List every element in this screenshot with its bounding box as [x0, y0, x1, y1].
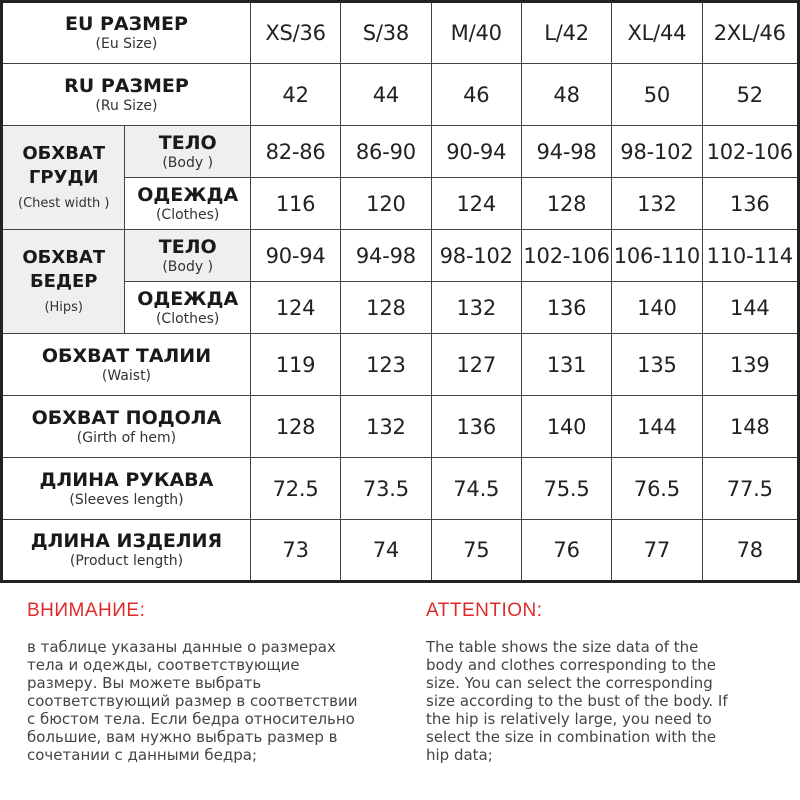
- hips-label-line2: БЕДЕР: [29, 270, 98, 292]
- eu-size-row: [2, 2, 799, 64]
- chest-body-sublabel: (Body ): [162, 154, 214, 171]
- note-english-body: [426, 638, 796, 764]
- ru-size-cell: 48: [521, 64, 611, 126]
- hips-clothes-cell: 128: [341, 282, 431, 334]
- hips-clothes-cell: 124: [250, 282, 340, 334]
- waist-cell: 123: [341, 334, 431, 396]
- size-header-cell: XS/36: [250, 2, 340, 64]
- ru-size-label-cell: [2, 64, 251, 126]
- note-english-title: ATTENTION:: [426, 600, 543, 621]
- chest-body-cell: 102-106: [702, 126, 798, 178]
- note-line: the hip is relatively large, you need to: [426, 710, 712, 728]
- note-line: size. You can select the corresponding: [426, 674, 713, 692]
- chest-clothes-label-cell: [125, 178, 250, 230]
- size-header-cell: S/38: [341, 2, 431, 64]
- ru-size-cell: 50: [612, 64, 702, 126]
- hips-clothes-cell: 144: [702, 282, 798, 334]
- chest-group-label-cell: [2, 126, 125, 230]
- note-russian: [27, 596, 407, 764]
- chest-label-line1: ОБХВАТ: [22, 142, 106, 164]
- chest-sublabel: (Chest width ): [18, 195, 110, 211]
- sleeve-sublabel: (Sleeves length): [69, 491, 184, 508]
- hips-body-label: ТЕЛО: [158, 235, 217, 258]
- sleeve-row: [2, 458, 799, 520]
- sleeve-cell: 74.5: [431, 458, 521, 520]
- length-row: [2, 520, 799, 582]
- chest-clothes-cell: 128: [521, 178, 611, 230]
- eu-size-sublabel: (Eu Size): [95, 36, 158, 52]
- waist-cell: 119: [250, 334, 340, 396]
- sleeve-label-cell: [2, 458, 251, 520]
- sleeve-cell: 77.5: [702, 458, 798, 520]
- eu-size-label: EU РАЗМЕР: [64, 13, 188, 35]
- size-header-cell: XL/44: [612, 2, 702, 64]
- chest-body-cell: 90-94: [431, 126, 521, 178]
- hips-clothes-cell: 140: [612, 282, 702, 334]
- hips-body-cell: 90-94: [250, 230, 340, 282]
- ru-size-cell: 52: [702, 64, 798, 126]
- ru-size-sublabel: (Ru Size): [95, 97, 158, 114]
- waist-cell: 127: [431, 334, 521, 396]
- eu-size-label-cell: [2, 2, 251, 64]
- hem-cell: 128: [250, 396, 340, 458]
- chest-body-cell: 82-86: [250, 126, 340, 178]
- ru-size-cell: 44: [341, 64, 431, 126]
- length-cell: 74: [341, 520, 431, 582]
- chest-clothes-cell: 116: [250, 178, 340, 230]
- length-label: ДЛИНА ИЗДЕЛИЯ: [30, 530, 223, 552]
- length-cell: 75: [431, 520, 521, 582]
- waist-sublabel: (Waist): [101, 367, 152, 384]
- length-sublabel: (Product length): [69, 553, 184, 569]
- length-cell: 76: [521, 520, 611, 582]
- ru-size-cell: 46: [431, 64, 521, 126]
- hips-body-cell: 102-106: [521, 230, 611, 282]
- note-line: с бюстом тела. Если бедра относительно: [27, 710, 355, 728]
- hips-label-line1: ОБХВАТ: [22, 246, 106, 268]
- note-russian-title: ВНИМАНИЕ:: [27, 600, 146, 621]
- hips-body-row: [2, 230, 799, 282]
- hips-body-label-cell: [125, 230, 250, 282]
- hips-body-cell: 94-98: [341, 230, 431, 282]
- ru-size-row: [2, 64, 799, 126]
- hem-cell: 132: [341, 396, 431, 458]
- hips-clothes-label: ОДЕЖДА: [137, 287, 239, 310]
- sleeve-label: ДЛИНА РУКАВА: [39, 468, 214, 491]
- hips-clothes-cell: 136: [521, 282, 611, 334]
- note-line: большие, вам нужно выбрать размер в: [27, 728, 338, 746]
- hips-clothes-cell: 132: [431, 282, 521, 334]
- note-line: в таблице указаны данные о размерах: [27, 638, 336, 656]
- size-header-cell: 2XL/46: [702, 2, 798, 64]
- note-line: select the size in combination with the: [426, 728, 717, 746]
- note-line: size according to the bust of the body. If: [426, 692, 728, 710]
- hips-clothes-label-cell: [125, 282, 250, 334]
- length-cell: 77: [612, 520, 702, 582]
- note-line: body and clothes corresponding to the: [426, 656, 716, 674]
- chest-body-cell: 86-90: [341, 126, 431, 178]
- hem-sublabel: (Girth of hem): [76, 429, 177, 446]
- hips-body-cell: 110-114: [702, 230, 798, 282]
- hips-body-sublabel: (Body ): [162, 258, 214, 275]
- chest-clothes-cell: 120: [341, 178, 431, 230]
- chest-body-cell: 94-98: [521, 126, 611, 178]
- chest-clothes-label: ОДЕЖДА: [137, 183, 239, 206]
- hips-sublabel: (Hips): [44, 299, 83, 315]
- note-line: hip data;: [426, 746, 493, 764]
- sleeve-cell: 73.5: [341, 458, 431, 520]
- chest-label-line2: ГРУДИ: [28, 166, 99, 188]
- chest-clothes-cell: 136: [702, 178, 798, 230]
- length-label-cell: [2, 520, 251, 582]
- note-line: соответствующий размер в соответствии: [27, 692, 358, 710]
- hem-cell: 136: [431, 396, 521, 458]
- sleeve-cell: 75.5: [521, 458, 611, 520]
- hips-group-label-cell: [2, 230, 125, 334]
- waist-label-cell: [2, 334, 251, 396]
- waist-cell: 135: [612, 334, 702, 396]
- note-english: [426, 596, 796, 764]
- chest-clothes-cell: 132: [612, 178, 702, 230]
- chest-body-label-cell: [125, 126, 250, 178]
- note-line: размеру. Вы можете выбрать: [27, 674, 262, 692]
- hem-label: ОБХВАТ ПОДОЛА: [31, 406, 222, 429]
- chest-body-cell: 98-102: [612, 126, 702, 178]
- hem-cell: 148: [702, 396, 798, 458]
- hips-body-cell: 106-110: [612, 230, 702, 282]
- note-russian-body: [27, 638, 407, 764]
- length-cell: 73: [250, 520, 340, 582]
- size-header-cell: M/40: [431, 2, 521, 64]
- waist-cell: 139: [702, 334, 798, 396]
- sleeve-cell: 76.5: [612, 458, 702, 520]
- waist-row: [2, 334, 799, 396]
- ru-size-label: RU РАЗМЕР: [64, 74, 189, 97]
- chest-clothes-sublabel: (Clothes): [155, 206, 220, 223]
- note-line: сочетании с данными бедра;: [27, 746, 258, 764]
- length-cell: 78: [702, 520, 798, 582]
- hem-row: [2, 396, 799, 458]
- hips-clothes-sublabel: (Clothes): [155, 310, 220, 327]
- hips-body-cell: 98-102: [431, 230, 521, 282]
- sleeve-cell: 72.5: [250, 458, 340, 520]
- hem-cell: 140: [521, 396, 611, 458]
- chest-clothes-cell: 124: [431, 178, 521, 230]
- size-header-cell: L/42: [521, 2, 611, 64]
- hem-cell: 144: [612, 396, 702, 458]
- chest-body-row: [2, 126, 799, 178]
- note-line: The table shows the size data of the: [426, 638, 699, 656]
- ru-size-cell: 42: [250, 64, 340, 126]
- note-line: тела и одежды, соответствующие: [27, 656, 300, 674]
- hem-label-cell: [2, 396, 251, 458]
- waist-cell: 131: [521, 334, 611, 396]
- waist-label: ОБХВАТ ТАЛИИ: [41, 344, 212, 367]
- chest-body-label: ТЕЛО: [158, 131, 217, 154]
